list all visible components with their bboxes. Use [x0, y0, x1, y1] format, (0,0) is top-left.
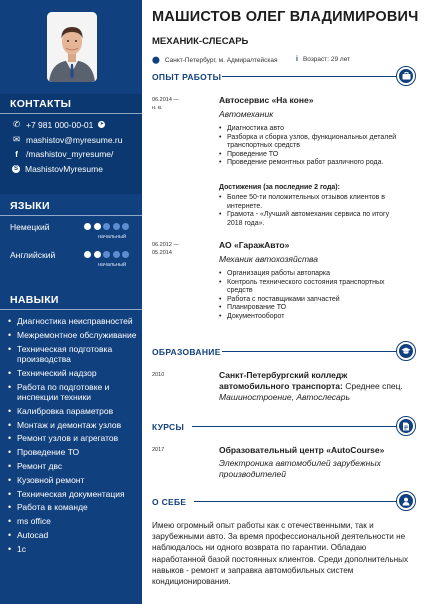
- job-date-to: н. в.: [152, 105, 163, 111]
- language-level-dots: [84, 223, 129, 230]
- education-year: 2010: [152, 372, 165, 378]
- duty-item: • Проведение ТО: [219, 151, 399, 160]
- skill-item: • Калибровка параметров: [8, 406, 140, 416]
- job-date-range: [152, 96, 179, 112]
- duty-item: • Разборка и сборка узлов, функциональных деталей транспортных средств: [219, 134, 399, 151]
- skill-item: • Кузовной ремонт: [8, 475, 140, 485]
- skill-item: • Работа в команде: [8, 502, 140, 512]
- avatar: [47, 12, 97, 82]
- contact-skype-text: MashistovMyresume: [25, 164, 103, 174]
- contact-email[interactable]: [12, 134, 122, 145]
- about-divider: [194, 501, 398, 502]
- main-content: [142, 0, 427, 604]
- location-pin-icon: ⬤: [152, 57, 160, 64]
- location: [152, 56, 278, 64]
- achievement-item: • Более 50-ти положительных отзывов клиентов в интернете.: [219, 194, 399, 211]
- duty-item: • Работа с поставщиками запчастей: [219, 296, 399, 305]
- contact-phone-text: +7 981 000-00-01: [26, 119, 94, 130]
- languages-heading: ЯЗЫКИ: [10, 200, 50, 212]
- job-duties-list: [219, 125, 399, 168]
- info-icon: i: [296, 56, 298, 63]
- skill-item: • ms office: [8, 516, 140, 526]
- job-date-to: 05.2014: [152, 250, 172, 256]
- job-date-from: 06.2014 —: [152, 97, 179, 103]
- contact-facebook-text: /mashistov_myresume/: [26, 149, 114, 159]
- education-divider: [222, 351, 398, 352]
- achievements-heading: Достижения (за последние 2 года):: [219, 184, 340, 191]
- level-dot: [94, 251, 101, 258]
- document-icon: [402, 422, 410, 431]
- job-company: АО «ГаражАвто»: [219, 240, 290, 250]
- level-dot: [103, 251, 110, 258]
- skill-item: • Autocad: [8, 530, 140, 540]
- level-dot: [84, 251, 91, 258]
- skill-item: • Технический надзор: [8, 368, 140, 378]
- skill-item: • Работа по подготовке и инспекции техники: [8, 382, 140, 403]
- facebook-icon: f: [15, 149, 18, 159]
- briefcase-icon: [402, 72, 411, 80]
- level-dot: [122, 251, 129, 258]
- age-text: Возраст: 29 лет: [302, 56, 351, 63]
- duty-item: • Планирование ТО: [219, 304, 399, 313]
- education-section-icon: [396, 341, 416, 361]
- skill-item: • Ремонт узлов и агрегатов: [8, 433, 140, 443]
- achievements-list: [219, 194, 399, 228]
- about-heading: О СЕБЕ: [152, 497, 187, 507]
- level-dot: [113, 251, 120, 258]
- course-name: Электроника автомобилей зарубежных производителей: [219, 458, 381, 479]
- duty-item: • Документооборот: [219, 313, 399, 322]
- duty-item: • Организация работы автопарка: [219, 270, 399, 279]
- education-specialty: Машиностроение, Автослесарь: [219, 392, 350, 402]
- skill-item: • Техническая документация: [8, 489, 140, 499]
- language-level-dots: [84, 251, 129, 258]
- experience-heading: ОПЫТ РАБОТЫ: [152, 72, 222, 82]
- level-dot: [84, 223, 91, 230]
- courses-divider: [192, 426, 398, 427]
- contacts-divider: [0, 113, 142, 114]
- skill-item: • Техническая подготовка производства: [8, 344, 140, 365]
- job-position: Автомеханик: [219, 109, 274, 119]
- course-institution: Образовательный центр «AutoCourse»: [219, 445, 385, 455]
- education-level: Среднее спец.: [345, 380, 403, 391]
- skype-icon: S: [13, 166, 18, 172]
- level-dot: [94, 223, 101, 230]
- contact-facebook[interactable]: [12, 149, 113, 159]
- duty-item: • Контроль технического состояния транспортных средств: [219, 279, 399, 296]
- user-icon: [402, 497, 410, 506]
- skills-divider: [0, 309, 142, 310]
- skills-list: [8, 316, 140, 558]
- experience-section-icon: [396, 66, 416, 86]
- telegram-icon: ➤: [99, 121, 104, 127]
- achievement-item: • Грамота - «Лучший автомеханик сервиса по итогу 2018 года».: [219, 211, 399, 228]
- duty-item: • Проведение ремонтных работ различного рода.: [219, 159, 399, 168]
- education-details: [219, 370, 419, 391]
- contact-phone[interactable]: [12, 119, 105, 130]
- contact-email-text: mashistov@myresume.ru: [26, 134, 123, 145]
- job-duties-list: [219, 270, 399, 322]
- job-position: Механик автохозяйства: [219, 254, 319, 264]
- age: [296, 56, 350, 63]
- page-title: МАШИСТОВ ОЛЕГ ВЛАДИМИРОВИЧ: [152, 9, 419, 25]
- about-section-icon: [396, 491, 416, 511]
- language-name: Английский: [10, 250, 56, 260]
- level-dot: [113, 223, 120, 230]
- job-title: МЕХАНИК-СЛЕСАРЬ: [152, 36, 249, 47]
- language-level: начальный: [98, 262, 127, 268]
- location-text: Санкт-Петербург, м. Адмиралтейская: [164, 56, 278, 64]
- education-heading: ОБРАЗОВАНИЕ: [152, 347, 221, 357]
- course-year: 2017: [152, 447, 165, 453]
- graduation-cap-icon: [401, 347, 411, 355]
- sidebar: [0, 0, 142, 604]
- duty-item: • Диагностика авто: [219, 125, 399, 134]
- skill-item: • Проведение ТО: [8, 447, 140, 457]
- about-text: Имею огромный опыт работы как с отечественными, так и зарубежными авто. За время профессиональной деятельности не наблюдалось ни одного возврата по гарантии. Обладаю наработанной базой постоянных клиентов. Среди дополнительных навыков - ремонт и заправка автомобильных систем кондиционирования.: [152, 521, 409, 587]
- skill-item: • Ремонт двс: [8, 461, 140, 471]
- experience-divider: [222, 76, 398, 77]
- job-company: Автосервис «На коне»: [219, 95, 314, 105]
- education-institution: Санкт-Петербургский колледж автомобильного транспорта:: [219, 370, 348, 391]
- skill-item: • Монтаж и демонтаж узлов: [8, 420, 140, 430]
- level-dot: [122, 223, 129, 230]
- contact-skype[interactable]: [12, 164, 103, 174]
- skill-item: • Диагностика неисправностей: [8, 316, 140, 326]
- languages-divider: [0, 215, 142, 216]
- level-dot: [103, 223, 110, 230]
- skills-heading: НАВЫКИ: [10, 294, 59, 306]
- skill-item: • Межремонтное обслуживание: [8, 330, 140, 340]
- contacts-heading: КОНТАКТЫ: [10, 98, 72, 110]
- phone-icon: ✆: [12, 119, 21, 129]
- courses-heading: КУРСЫ: [152, 422, 185, 432]
- skill-item: • 1с: [8, 544, 140, 554]
- language-name: Немецкий: [10, 222, 50, 232]
- job-date-range: [152, 241, 179, 257]
- language-level: начальный: [98, 234, 127, 240]
- courses-section-icon: [396, 416, 416, 436]
- job-date-from: 06.2012 —: [152, 242, 179, 248]
- email-icon: ✉: [12, 134, 21, 144]
